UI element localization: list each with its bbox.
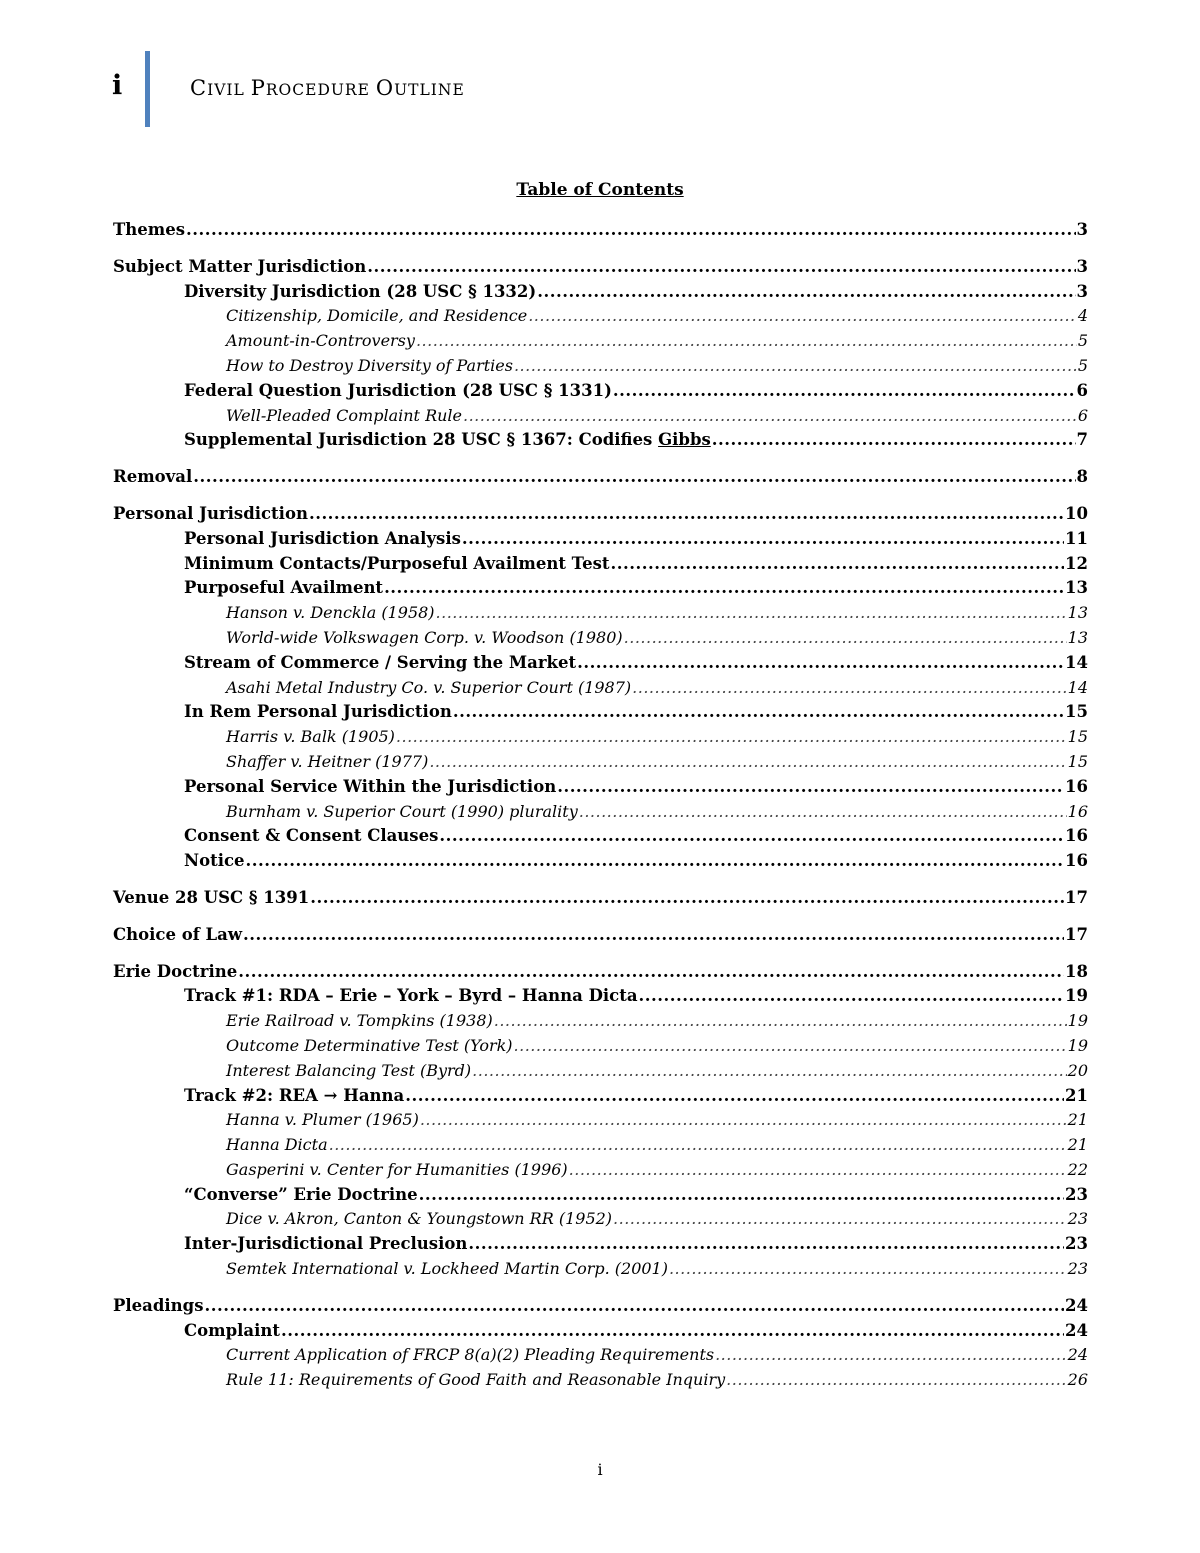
- toc-entry-label: [184, 381, 612, 400]
- title-part: UTLINE: [394, 81, 465, 99]
- toc-entry-text: Personal Jurisdiction Analysis: [184, 528, 461, 548]
- toc-entry-text: Citizenship, Domicile, and Residence: [226, 306, 528, 326]
- document-title: [190, 76, 465, 100]
- dot-leader: [309, 504, 1064, 523]
- toc-entry-label: [184, 851, 245, 870]
- toc-entry-page: 5: [1077, 355, 1088, 375]
- toc-entry-page: 16: [1065, 776, 1088, 796]
- toc-entry-text: Interest Balancing Test (Byrd): [226, 1060, 472, 1080]
- toc-entry-label: [184, 702, 452, 721]
- toc-entry[interactable]: [113, 962, 1088, 987]
- dot-leader: [613, 381, 1076, 400]
- toc-entry-text: Hanson v. Denckla (1958): [226, 603, 435, 623]
- toc-entry-label: [226, 1011, 493, 1030]
- toc-entry-page: 14: [1067, 677, 1088, 697]
- dot-leader: [528, 306, 1077, 325]
- toc-entry[interactable]: [113, 678, 1088, 703]
- toc-entry[interactable]: [113, 1259, 1088, 1284]
- toc-entry-page: 17: [1065, 924, 1088, 944]
- table-of-contents: [113, 220, 1088, 1395]
- toc-entry-label: [113, 467, 192, 486]
- toc-entry-text: Supplemental Jurisdiction 28 USC § 1367: Codifies: [184, 430, 659, 450]
- toc-entry-label: [184, 826, 438, 845]
- dot-leader: [186, 220, 1075, 239]
- toc-entry-page: 11: [1065, 528, 1088, 548]
- toc-entry[interactable]: [113, 603, 1088, 628]
- footer-page-number: i: [597, 1460, 603, 1479]
- toc-entry-case-name: Gibbs: [658, 430, 711, 450]
- toc-entry-label: [184, 986, 638, 1005]
- dot-leader: [624, 628, 1067, 647]
- toc-entry-page: 21: [1067, 1110, 1088, 1130]
- toc-entry[interactable]: [113, 1036, 1088, 1061]
- toc-entry-label: [184, 1185, 418, 1204]
- dot-leader: [420, 1110, 1067, 1129]
- dot-leader: [514, 1036, 1067, 1055]
- dot-leader: [557, 777, 1064, 796]
- toc-entry-text: How to Destroy Diversity of Parties: [226, 355, 513, 375]
- dot-leader: [238, 962, 1064, 981]
- toc-entry-page: 23: [1067, 1259, 1088, 1279]
- toc-entry[interactable]: [113, 1321, 1088, 1346]
- dot-leader: [632, 678, 1066, 697]
- toc-entry-page: 7: [1076, 430, 1088, 450]
- title-part: ROCEDURE: [265, 81, 376, 99]
- toc-entry-label: [184, 430, 711, 449]
- toc-entry[interactable]: [113, 554, 1088, 579]
- toc-entry-text: Choice of Law: [113, 924, 243, 944]
- toc-entry-text: Notice: [184, 851, 245, 871]
- toc-entry[interactable]: [113, 986, 1088, 1011]
- dot-leader: [281, 1321, 1064, 1340]
- toc-entry[interactable]: [113, 1185, 1088, 1210]
- toc-entry-page: 15: [1067, 727, 1088, 747]
- toc-entry-page: 8: [1076, 467, 1088, 487]
- toc-entry-page: 16: [1065, 851, 1088, 871]
- toc-entry-label: [226, 1209, 612, 1228]
- dot-leader: [569, 1160, 1067, 1179]
- toc-entry-label: [113, 925, 242, 944]
- toc-entry-page: 19: [1067, 1035, 1088, 1055]
- toc-entry-text: “Converse” Erie Doctrine: [184, 1184, 418, 1204]
- dot-leader: [419, 1185, 1064, 1204]
- toc-entry-label: [226, 1135, 328, 1154]
- toc-entry-label: [184, 554, 609, 573]
- toc-entry-label: [184, 282, 536, 301]
- toc-entry-page: 3: [1076, 281, 1088, 301]
- dot-leader: [472, 1061, 1067, 1080]
- toc-entry[interactable]: [113, 430, 1088, 455]
- dot-leader: [246, 851, 1065, 870]
- toc-entry-text: Semtek International v. Lockheed Martin Corp. (2001): [226, 1259, 668, 1279]
- toc-entry-text: Current Application of FRCP 8(a)(2) Pleading Requirements: [226, 1345, 715, 1365]
- toc-entry-text: In Rem Personal Jurisdiction: [184, 702, 452, 722]
- toc-entry-label: [184, 578, 383, 597]
- dot-leader: [468, 1234, 1064, 1253]
- toc-entry-text: Consent & Consent Clauses: [184, 826, 439, 846]
- toc-entry[interactable]: [113, 1110, 1088, 1135]
- toc-entry-text: World-wide Volkswagen Corp. v. Woodson (1980): [226, 627, 623, 647]
- toc-entry-label: [226, 1345, 714, 1364]
- toc-entry-text: Track #2: REA → Hanna: [184, 1085, 405, 1105]
- dot-leader: [577, 653, 1064, 672]
- toc-entry-label: [226, 356, 513, 375]
- toc-entry-page: 15: [1067, 751, 1088, 771]
- toc-entry-label: [226, 603, 435, 622]
- toc-entry[interactable]: [113, 306, 1088, 331]
- toc-entry-page: 6: [1076, 380, 1088, 400]
- dot-leader: [310, 888, 1064, 907]
- toc-entry-label: [226, 1160, 568, 1179]
- header-page-number: i: [112, 70, 123, 101]
- toc-entry-text: Asahi Metal Industry Co. v. Superior Court (1987): [226, 677, 632, 697]
- toc-entry[interactable]: [113, 1135, 1088, 1160]
- toc-entry[interactable]: [113, 504, 1088, 529]
- toc-entry[interactable]: [113, 653, 1088, 678]
- dot-leader: [726, 1370, 1067, 1389]
- toc-entry[interactable]: [113, 257, 1088, 282]
- toc-entry-label: [226, 802, 578, 821]
- toc-entry-page: 10: [1065, 503, 1088, 523]
- dot-leader: [329, 1135, 1067, 1154]
- toc-entry-page: 3: [1076, 220, 1088, 239]
- toc-entry-page: 13: [1067, 627, 1088, 647]
- toc-entry-page: 23: [1065, 1184, 1088, 1204]
- toc-entry-label: [113, 888, 309, 907]
- toc-entry-page: 21: [1065, 1085, 1088, 1105]
- toc-entry-page: 23: [1067, 1209, 1088, 1229]
- dot-leader: [669, 1259, 1067, 1278]
- toc-entry[interactable]: [113, 851, 1088, 876]
- toc-entry-page: 24: [1065, 1320, 1088, 1340]
- toc-entry-page: 24: [1067, 1345, 1088, 1365]
- toc-entry[interactable]: [113, 220, 1088, 245]
- toc-entry[interactable]: [113, 381, 1088, 406]
- toc-entry-page: 22: [1067, 1159, 1088, 1179]
- toc-entry-text: Themes: [113, 220, 186, 239]
- dot-leader: [494, 1011, 1067, 1030]
- title-part: P: [250, 76, 266, 100]
- toc-entry[interactable]: [113, 356, 1088, 381]
- toc-entry-text: Complaint: [184, 1320, 280, 1340]
- dot-leader: [405, 1086, 1064, 1105]
- toc-entry[interactable]: [113, 1345, 1088, 1370]
- title-part: C: [190, 76, 208, 100]
- toc-entry-page: 16: [1065, 826, 1088, 846]
- toc-entry-label: [113, 504, 308, 523]
- dot-leader: [453, 702, 1064, 721]
- toc-entry-label: [113, 257, 366, 276]
- toc-entry-text: Shaffer v. Heitner (1977): [226, 751, 429, 771]
- toc-entry-text: Track #1: RDA – Erie – York – Byrd – Hanna Dicta: [184, 986, 638, 1006]
- toc-entry-label: [226, 331, 415, 350]
- toc-entry-page: 16: [1067, 801, 1088, 821]
- dot-leader: [384, 578, 1064, 597]
- toc-entry-label: [184, 1321, 280, 1340]
- toc-entry[interactable]: [113, 1296, 1088, 1321]
- toc-entry-text: Harris v. Balk (1905): [226, 727, 395, 747]
- toc-entry-text: Erie Doctrine: [113, 961, 238, 981]
- toc-entry[interactable]: [113, 802, 1088, 827]
- dot-leader: [193, 467, 1075, 486]
- toc-entry-label: [226, 727, 395, 746]
- toc-entry-text: Stream of Commerce / Serving the Market: [184, 652, 577, 672]
- toc-entry-page: 26: [1067, 1370, 1088, 1390]
- toc-entry-text: Inter-Jurisdictional Preclusion: [184, 1234, 468, 1254]
- toc-entry[interactable]: [113, 888, 1088, 913]
- toc-entry-page: 6: [1077, 405, 1088, 425]
- toc-entry[interactable]: [113, 1061, 1088, 1086]
- toc-entry-page: 3: [1076, 256, 1088, 276]
- toc-entry-label: [226, 752, 428, 771]
- toc-entry[interactable]: [113, 628, 1088, 653]
- dot-leader: [639, 986, 1065, 1005]
- toc-entry-label: [226, 306, 527, 325]
- toc-heading: Table of Contents: [516, 180, 684, 200]
- title-part: IVIL: [207, 81, 251, 99]
- toc-entry-text: Outcome Determinative Test (York): [226, 1035, 513, 1055]
- toc-entry-text: Rule 11: Requirements of Good Faith and Reasonable Inquiry: [226, 1370, 726, 1390]
- toc-entry-label: [184, 777, 556, 796]
- toc-entry-text: Diversity Jurisdiction (28 USC § 1332): [184, 281, 537, 301]
- toc-entry[interactable]: [113, 1370, 1088, 1395]
- toc-entry-text: Well-Pleaded Complaint Rule: [226, 405, 462, 425]
- toc-entry-text: Subject Matter Jurisdiction: [113, 256, 367, 276]
- toc-entry-text: Venue 28 USC § 1391: [113, 887, 310, 907]
- dot-leader: [712, 430, 1076, 449]
- toc-entry-page: 12: [1065, 553, 1088, 573]
- toc-entry-label: [113, 1296, 204, 1315]
- toc-entry[interactable]: [113, 406, 1088, 431]
- toc-entry-label: [226, 1259, 668, 1278]
- toc-entry[interactable]: [113, 752, 1088, 777]
- toc-entry-page: 18: [1065, 961, 1088, 981]
- toc-entry-text: Minimum Contacts/Purposeful Availment Test: [184, 553, 610, 573]
- toc-entry-label: [226, 1061, 471, 1080]
- toc-entry-label: [184, 1086, 404, 1105]
- toc-entry-label: [226, 406, 462, 425]
- dot-leader: [462, 529, 1064, 548]
- toc-entry-label: [113, 962, 237, 981]
- toc-entry-page: 20: [1067, 1060, 1088, 1080]
- toc-entry-text: Purposeful Availment: [184, 578, 384, 598]
- toc-entry-label: [226, 1036, 513, 1055]
- toc-entry[interactable]: [113, 727, 1088, 752]
- toc-entry[interactable]: [113, 777, 1088, 802]
- toc-entry-page: 13: [1067, 603, 1088, 623]
- toc-entry-text: Hanna Dicta: [226, 1135, 328, 1155]
- toc-entry-page: 13: [1065, 578, 1088, 598]
- toc-entry[interactable]: [113, 529, 1088, 554]
- header-accent-bar: [145, 51, 150, 127]
- toc-entry-text: Gasperini v. Center for Humanities (1996): [226, 1159, 568, 1179]
- toc-entry-page: 5: [1077, 331, 1088, 351]
- dot-leader: [514, 356, 1077, 375]
- toc-entry[interactable]: [113, 1160, 1088, 1185]
- dot-leader: [416, 331, 1077, 350]
- toc-entry[interactable]: [113, 1086, 1088, 1111]
- toc-entry-page: 14: [1065, 652, 1088, 672]
- toc-entry[interactable]: [113, 826, 1088, 851]
- toc-entry-text: Amount-in-Controversy: [226, 331, 415, 351]
- toc-entry[interactable]: [113, 467, 1088, 492]
- dot-leader: [463, 406, 1077, 425]
- toc-entry-text: Dice v. Akron, Canton & Youngstown RR (1952): [226, 1209, 613, 1229]
- toc-entry-label: [113, 220, 185, 239]
- title-part: O: [375, 76, 395, 100]
- toc-entry-text: Erie Railroad v. Tompkins (1938): [226, 1011, 493, 1031]
- toc-entry-label: [226, 1370, 725, 1389]
- dot-leader: [436, 603, 1067, 622]
- dot-leader: [396, 727, 1067, 746]
- toc-entry[interactable]: [113, 1234, 1088, 1259]
- toc-entry-text: Removal: [113, 467, 193, 487]
- toc-entry-page: 24: [1065, 1295, 1088, 1315]
- dot-leader: [613, 1209, 1067, 1228]
- toc-entry-page: 15: [1065, 702, 1088, 722]
- toc-entry[interactable]: [113, 282, 1088, 307]
- dot-leader: [243, 925, 1064, 944]
- toc-entry-page: 21: [1067, 1135, 1088, 1155]
- toc-entry-text: Personal Jurisdiction: [113, 503, 308, 523]
- toc-entry-text: Federal Question Jurisdiction (28 USC § 1331): [184, 380, 612, 400]
- toc-entry-page: 23: [1065, 1234, 1088, 1254]
- toc-entry-label: [184, 653, 576, 672]
- dot-leader: [205, 1296, 1065, 1315]
- toc-entry-label: [184, 529, 461, 548]
- dot-leader: [367, 257, 1075, 276]
- toc-entry[interactable]: [113, 1011, 1088, 1036]
- dot-leader: [579, 802, 1067, 821]
- toc-entry-page: 4: [1077, 306, 1088, 326]
- toc-entry-label: [226, 678, 631, 697]
- toc-entry[interactable]: [113, 331, 1088, 356]
- dot-leader: [610, 554, 1064, 573]
- toc-entry[interactable]: [113, 1209, 1088, 1234]
- dot-leader: [715, 1345, 1067, 1364]
- toc-entry-label: [226, 1110, 419, 1129]
- toc-entry[interactable]: [113, 578, 1088, 603]
- dot-leader: [537, 282, 1075, 301]
- toc-entry-label: [226, 628, 623, 647]
- toc-entry-page: 19: [1065, 986, 1088, 1006]
- dot-leader: [439, 826, 1064, 845]
- toc-entry-label: [184, 1234, 467, 1253]
- toc-entry-text: Pleadings: [113, 1295, 204, 1315]
- toc-entry-page: 19: [1067, 1011, 1088, 1031]
- dot-leader: [429, 752, 1066, 771]
- toc-entry-text: Burnham v. Superior Court (1990) plurality: [226, 801, 578, 821]
- toc-entry-page: 17: [1065, 887, 1088, 907]
- toc-entry-text: Hanna v. Plumer (1965): [226, 1110, 419, 1130]
- toc-entry-text: Personal Service Within the Jurisdiction: [184, 776, 557, 796]
- toc-entry[interactable]: [113, 925, 1088, 950]
- toc-entry[interactable]: [113, 702, 1088, 727]
